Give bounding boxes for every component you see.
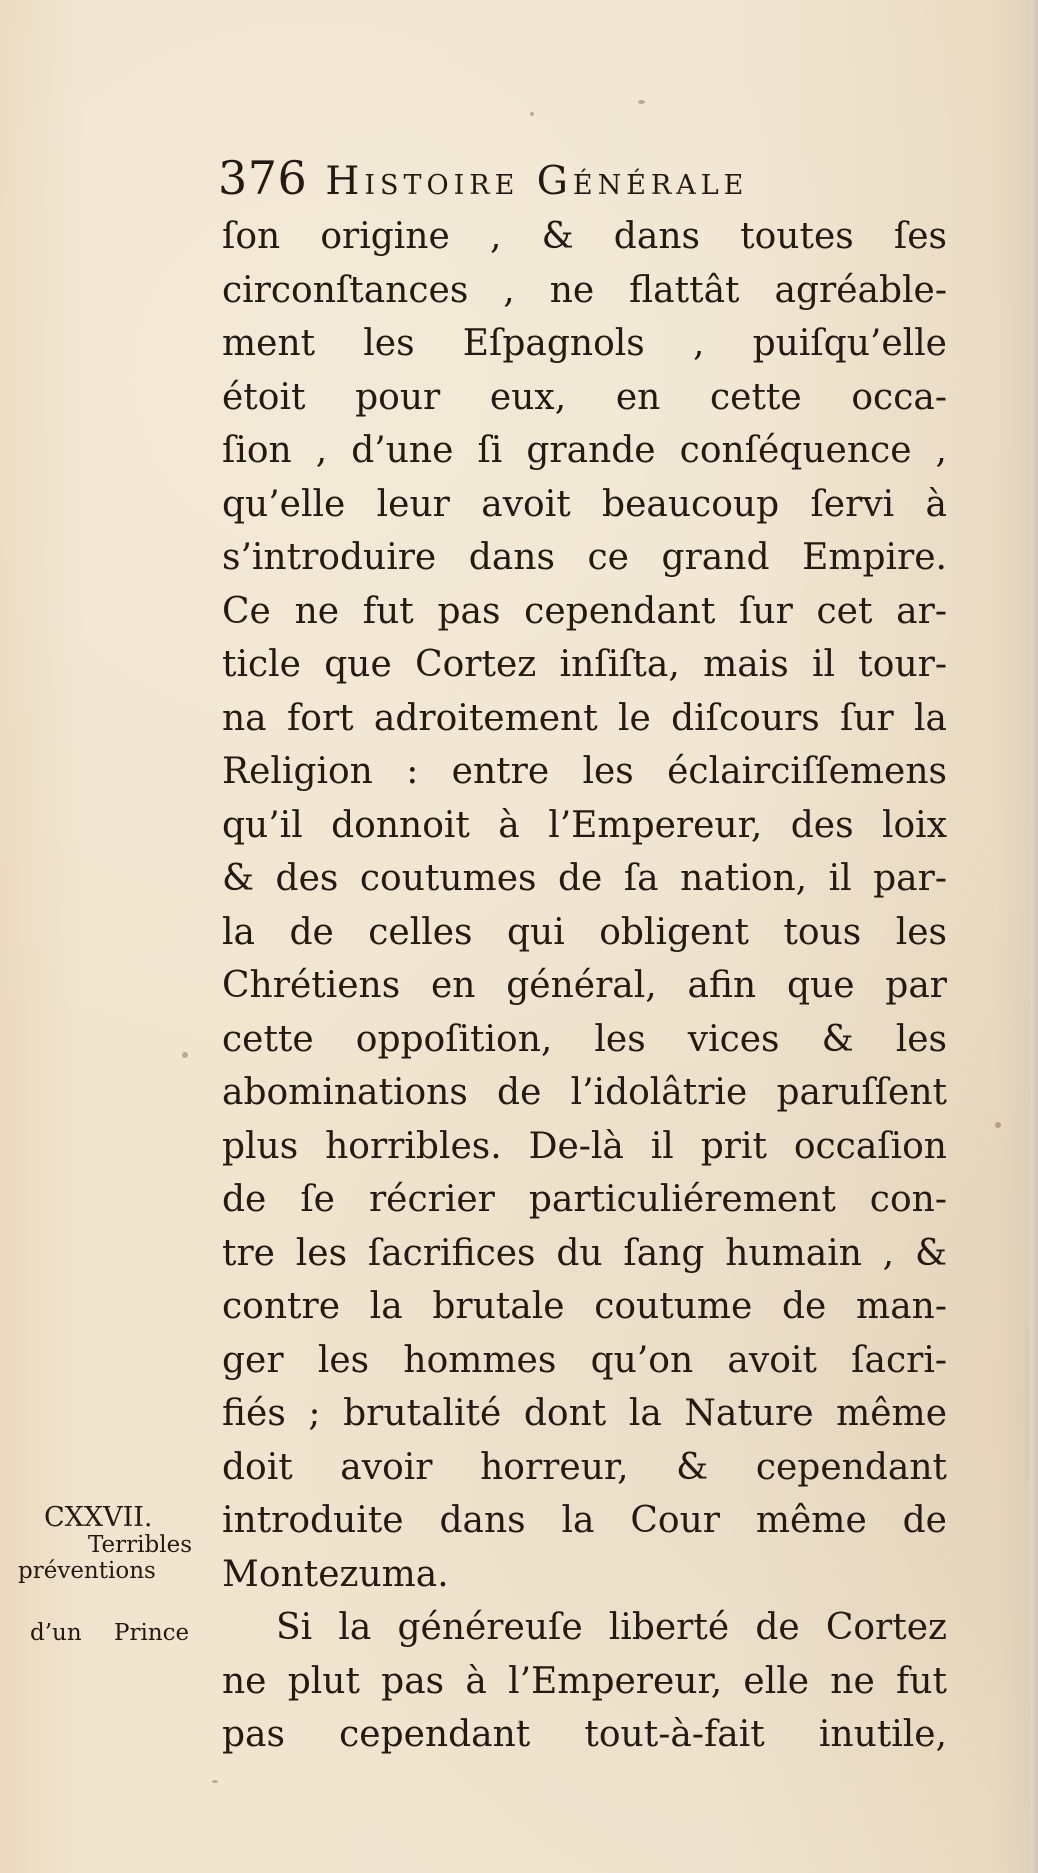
text-line: ticle que Cortez inſiſta, mais il tour- (222, 644, 947, 685)
margin-note-line: d’un (30, 1620, 82, 1646)
margin-note-line: préventions (18, 1558, 156, 1584)
text-line: ment les Eſpagnols , puiſqu’elle (222, 323, 947, 364)
text-line: fiés ; brutalité dont la Nature même (222, 1393, 947, 1434)
text-line: tre les ſacrifices du ſang humain , & (222, 1232, 947, 1274)
text-line: étoit pour eux, en cette occa- (222, 376, 947, 418)
text-line: ger les hommes qu’on avoit ſacri- (222, 1339, 947, 1381)
text-line: circonſtances , ne flattât agréable- (222, 269, 947, 311)
page-edge-shadow (1030, 0, 1038, 1873)
paper-speck (638, 100, 645, 104)
text-line: ne plut pas à l’Empereur, elle ne fut (222, 1660, 947, 1702)
text-line: qu’elle leur avoit beaucoup ſervi à (222, 483, 947, 525)
paper-speck (530, 112, 534, 116)
text-line: ſon origine , & dans toutes ſes (222, 216, 947, 257)
paper-speck (995, 1122, 1001, 1128)
text-line: plus horribles. De-là il prit occaſion (222, 1125, 947, 1167)
text-line: introduite dans la Cour même de (222, 1500, 947, 1541)
text-line: Religion : entre les éclairciſſemens (222, 751, 947, 792)
text-line: Chrétiens en général, afin que par (222, 965, 947, 1006)
text-line: cette oppoſition, les vices & les (222, 1018, 947, 1060)
text-line: la de celles qui obligent tous les (222, 911, 947, 953)
page-header (218, 150, 938, 206)
margin-note-line: Terribles (88, 1532, 193, 1558)
text-line: ſion , d’une ſi grande conſéquence , (222, 430, 947, 471)
paper-speck (182, 1052, 188, 1058)
text-line: doit avoir horreur, & cependant (222, 1446, 947, 1488)
text-line: qu’il donnoit à l’Empereur, des loix (222, 804, 947, 846)
text-line: Ce ne fut pas cependant ſur cet ar- (222, 590, 947, 632)
text-line: contre la brutale coutume de man- (222, 1286, 947, 1327)
text-line: Si la généreuſe liberté de Cortez (276, 1607, 947, 1648)
text-line: na fort adroitement le diſcours ſur la (222, 697, 947, 739)
running-head: Histoire Générale (325, 159, 749, 204)
text-line: de ſe récrier particuliérement con- (222, 1179, 947, 1220)
text-line: abominations de l’idolâtrie paruſſent (222, 1072, 947, 1113)
text-line: Montezuma. (222, 1553, 449, 1595)
page-number: 376 (218, 151, 308, 205)
margin-note-line: Prince (114, 1620, 190, 1646)
text-line: & des coutumes de ſa nation, il par- (222, 858, 947, 899)
text-line: s’introduire dans ce grand Empire. (222, 537, 947, 578)
margin-note (18, 1503, 223, 1663)
body-text (222, 210, 947, 1762)
text-line: pas cependant tout-à-fait inutile, (222, 1714, 947, 1755)
paper-speck (212, 1780, 218, 1783)
margin-note-number: CXXVII. (44, 1502, 153, 1533)
